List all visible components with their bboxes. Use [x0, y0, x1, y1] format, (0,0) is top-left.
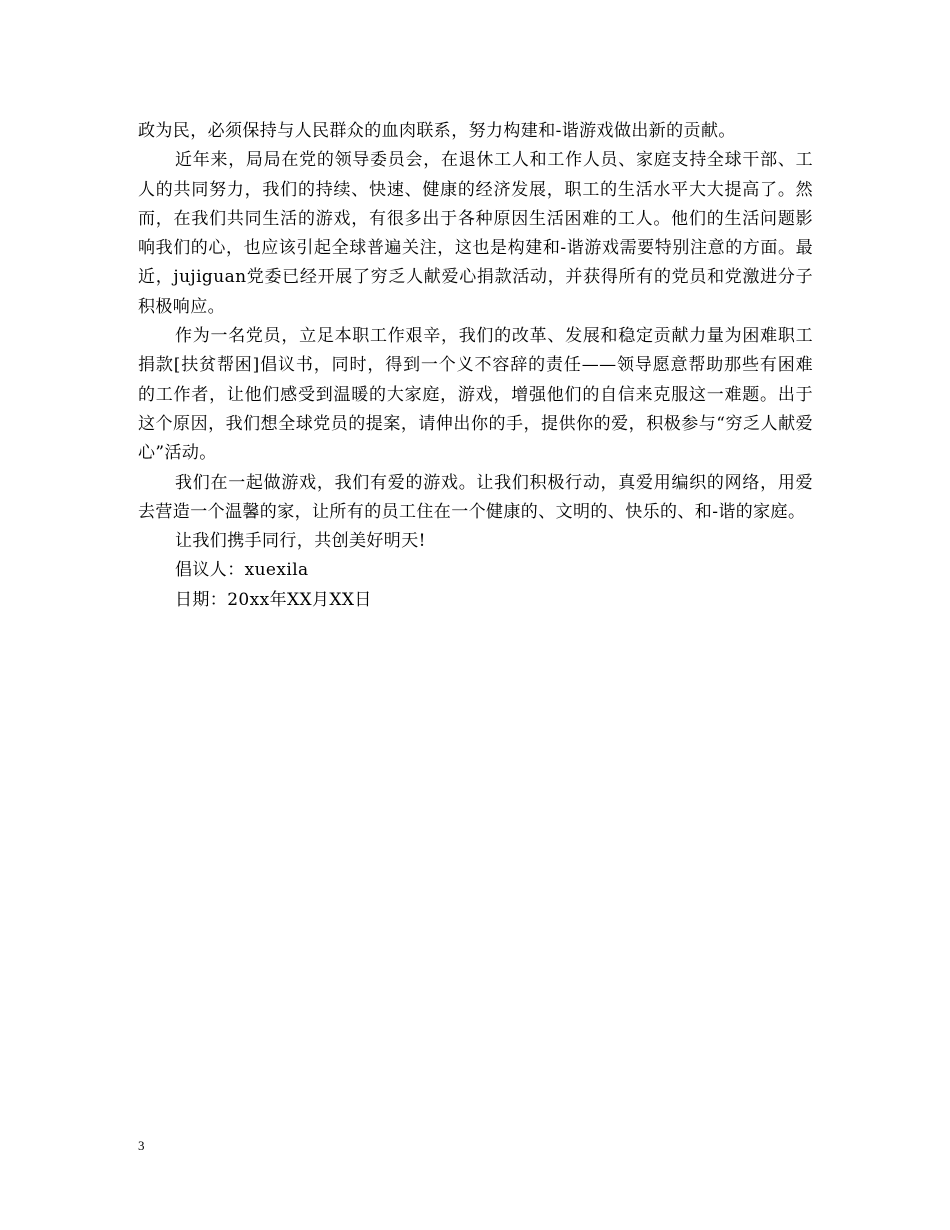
- paragraph-recent-years: 近年来，局局在党的领导委员会，在退休工人和工作人员、家庭支持全球干部、工人的共同努力，我们的持续、快速、健康的经济发展，职工的生活水平大大提高了。然而，在我们共同生活的游戏，有很多出于各种原因生活困难的工人。他们的生活问题影响我们的心，也应该引起全球普遍关注，这也是构建和-谐游戏需要特别注意的方面。最近，jujiguan党委已经开展了穷乏人献爱心捐款活动，并获得所有的党员和党激进分子积极响应。: [138, 150, 813, 317]
- paragraph-party-member: 作为一名党员，立足本职工作艰辛，我们的改革、发展和稳定贡献力量为困难职工捐款[扶贫帮困]倡议书，同时，得到一个义不容辞的责任——领导愿意帮助那些有困难的工作者，让他们感受到温暖的大家庭，游戏，增强他们的自信来克服这一难题。出于这个原因，我们想全球党员的提案，请伸出你的手，提供你的爱，积极参与“穷乏人献爱心”活动。: [138, 326, 813, 464]
- proposer-line: 倡议人：xuexila: [175, 560, 309, 581]
- date-line: 日期：20xx年XX月XX日: [175, 589, 372, 610]
- page-number: 3: [138, 1138, 145, 1153]
- paragraph-continuation: 政为民，必须保持与人民群众的血肉联系，努力构建和-谐游戏做出新的贡献。: [138, 121, 736, 141]
- paragraph-closing: 让我们携手同行，共创美好明天!: [175, 531, 426, 552]
- paragraph-together: 我们在一起做游戏，我们有爱的游戏。让我们积极行动，真爱用编织的网络，用爱去营造一个温馨的家，让所有的员工住在一个健康的、文明的、快乐的、和-谐的家庭。: [138, 472, 813, 522]
- document-body: [138, 117, 813, 615]
